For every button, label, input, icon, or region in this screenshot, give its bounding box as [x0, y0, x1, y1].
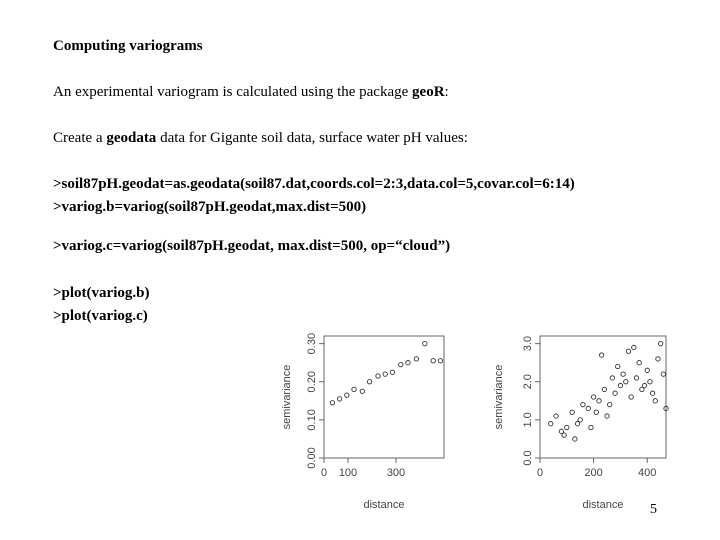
code-line-4: >plot(variog.b) [53, 285, 150, 301]
data-point [621, 372, 625, 376]
data-point [608, 402, 612, 406]
plot-c-ylabel: semivariance [493, 364, 505, 430]
page-number: 5 [650, 502, 657, 517]
data-point [383, 372, 387, 376]
data-point [352, 387, 356, 391]
data-point [602, 387, 606, 391]
package-name: geoR [412, 84, 445, 100]
data-point [360, 389, 364, 393]
x-tick-label: 300 [386, 467, 406, 479]
y-tick-label: 1.0 [522, 412, 534, 428]
data-point [632, 345, 636, 349]
intro-text: An experimental variogram is calculated using the package [53, 84, 413, 100]
data-point [578, 418, 582, 422]
y-tick-label: 0.0 [522, 450, 534, 466]
data-point [345, 393, 349, 397]
data-point [406, 360, 410, 364]
data-point [431, 359, 435, 363]
data-point [661, 372, 665, 376]
plot-b-ylabel: semivariance [281, 364, 293, 430]
data-point [586, 406, 590, 410]
x-tick-label: 100 [338, 467, 358, 479]
data-point [573, 437, 577, 441]
data-point [367, 380, 371, 384]
plot-c-frame [540, 336, 666, 458]
x-tick-label: 400 [638, 467, 657, 479]
variogram-plot-b [272, 330, 472, 520]
data-point [610, 376, 614, 380]
data-point [589, 425, 593, 429]
data-point [648, 380, 652, 384]
data-point [554, 414, 558, 418]
data-point [618, 383, 622, 387]
intro-line [53, 84, 449, 101]
data-point [330, 401, 334, 405]
data-point [613, 391, 617, 395]
code-line-2: >variog.b=variog(soil87pH.geodat,max.dist=500) [53, 199, 367, 215]
data-point [591, 395, 595, 399]
data-point [650, 391, 654, 395]
data-point [634, 376, 638, 380]
data-point [642, 383, 646, 387]
geodata-text-post: data for Gigante soil data, surface water pH values: [156, 130, 468, 146]
data-point [616, 364, 620, 368]
data-point [605, 414, 609, 418]
code-line-1: >soil87pH.geodat=as.geodata(soil87.dat,coords.col=2:3,data.col=5,covar.col=6:14) [53, 176, 575, 192]
data-point [597, 399, 601, 403]
plot-b-marks [306, 333, 443, 479]
data-point [653, 399, 657, 403]
y-tick-label: 2.0 [522, 374, 534, 390]
y-tick-label: 0.10 [306, 409, 318, 431]
data-point [637, 360, 641, 364]
data-point [629, 395, 633, 399]
intro-colon: : [444, 84, 449, 100]
data-point [399, 362, 403, 366]
data-point [599, 353, 603, 357]
data-point [414, 357, 418, 361]
geodata-word: geodata [106, 130, 157, 146]
data-point [645, 368, 649, 372]
data-point [390, 370, 394, 374]
code-line-5: >plot(variog.c) [53, 308, 148, 324]
y-tick-label: 0.00 [306, 447, 318, 469]
data-point [570, 410, 574, 414]
data-point [626, 349, 630, 353]
data-point [562, 433, 566, 437]
x-tick-label: 200 [584, 467, 603, 479]
geodata-text-pre: Create a [53, 130, 107, 146]
plot-c-xlabel: distance [582, 499, 624, 511]
data-point [438, 359, 442, 363]
data-point [565, 425, 569, 429]
geodata-line [53, 130, 468, 147]
data-point [423, 341, 427, 345]
y-tick-label: 0.30 [306, 332, 318, 355]
x-tick-label: 0 [320, 467, 328, 479]
y-tick-label: 0.20 [306, 371, 318, 393]
data-point [376, 374, 380, 378]
y-tick-label: 3.0 [522, 335, 534, 352]
data-point [658, 341, 662, 345]
data-point [656, 357, 660, 361]
code-line-3: >variog.c=variog(soil87pH.geodat, max.dist=500, op=“cloud”) [53, 238, 451, 254]
data-point [549, 421, 553, 425]
plot-b-xlabel: distance [363, 499, 405, 511]
data-point [581, 402, 585, 406]
plot-b-frame [324, 336, 444, 458]
data-point [624, 380, 628, 384]
data-point [337, 397, 341, 401]
slide-title: Computing variograms [53, 38, 203, 54]
data-point [594, 410, 598, 414]
x-tick-label: 0 [536, 467, 544, 479]
variogram-plot-c [488, 330, 688, 520]
